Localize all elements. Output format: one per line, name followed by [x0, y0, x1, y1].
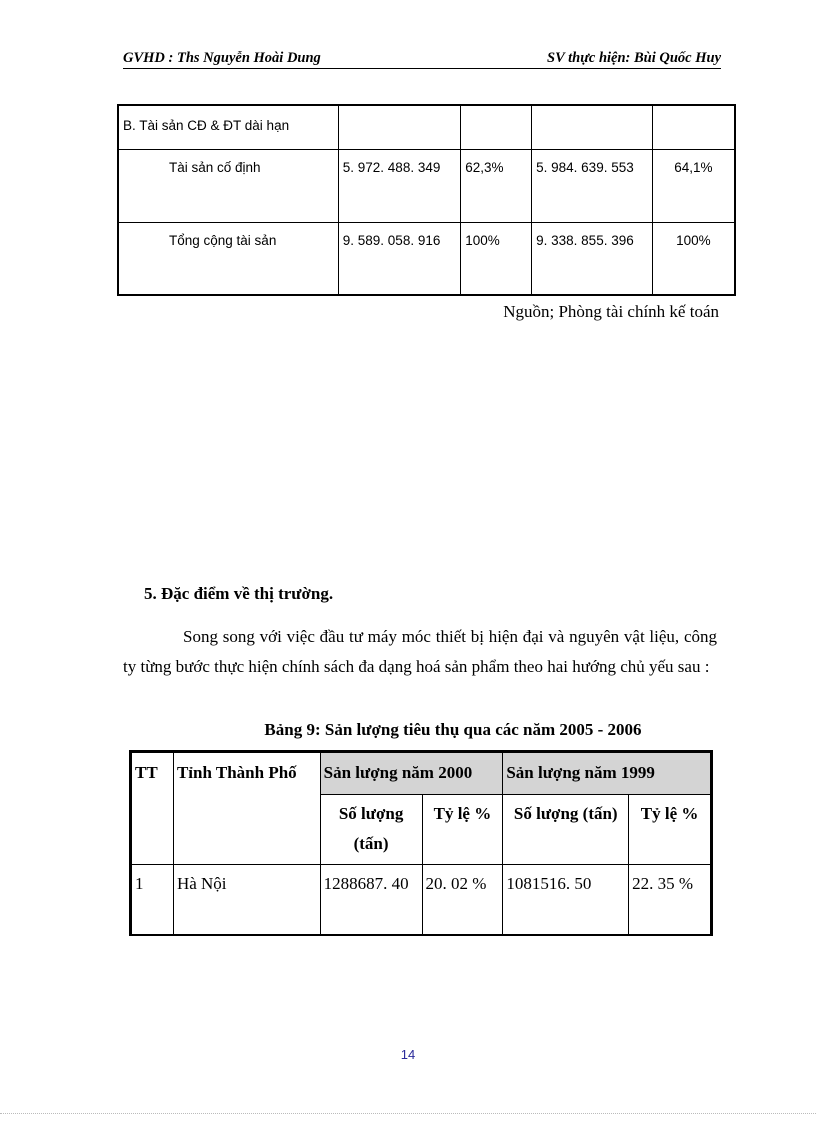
sales-table-frame	[129, 750, 713, 936]
row-label: Tài sản cố định	[118, 149, 338, 222]
cell-pct-2000: 20. 02 %	[422, 865, 503, 935]
table-row	[118, 222, 735, 295]
page-header	[123, 50, 721, 69]
header-student: SV thực hiện: Bùi Quốc Huy	[547, 50, 721, 66]
row-label: B. Tài sản CĐ & ĐT dài hạn	[118, 105, 338, 149]
value-2005	[338, 105, 461, 149]
table-row	[118, 105, 735, 149]
table-row	[132, 865, 711, 935]
pct-2006: 64,1%	[652, 149, 735, 222]
cell-qty-2000: 1288687. 40	[320, 865, 422, 935]
table-caption	[0, 720, 816, 740]
value-2006	[532, 105, 653, 149]
table-header-row	[132, 753, 711, 795]
pct-2005: 62,3%	[461, 149, 532, 222]
pct-2006: 100%	[652, 222, 735, 295]
page-bottom-rule	[0, 1113, 816, 1114]
header-year-2000: Sản lượng năm 2000	[320, 753, 503, 795]
header-qty-2000: Số lượng (tấn)	[320, 795, 422, 865]
header-tt: TT	[132, 753, 174, 865]
asset-table	[117, 104, 736, 296]
header-year-1999: Sản lượng năm 1999	[503, 753, 711, 795]
sales-table	[131, 752, 711, 935]
value-2005: 5. 972. 488. 349	[338, 149, 461, 222]
cell-pct-1999: 22. 35 %	[629, 865, 711, 935]
page-number: 14	[400, 1047, 416, 1062]
table-source-note: Nguồn; Phòng tài chính kế toán	[503, 302, 719, 321]
header-pct-1999: Tỷ lệ %	[629, 795, 711, 865]
caption-text: Bảng 9: Sản lượng tiêu thụ qua các năm 2005 - 2006	[264, 720, 642, 739]
pct-2006	[652, 105, 735, 149]
row-label: Tổng cộng tài sản	[118, 222, 338, 295]
cell-province: Hà Nội	[173, 865, 320, 935]
section-heading: 5. Đặc điểm về thị trường.	[144, 584, 334, 603]
table-row	[118, 149, 735, 222]
value-2006: 5. 984. 639. 553	[532, 149, 653, 222]
pct-2005	[461, 105, 532, 149]
header-province: Tỉnh Thành Phố	[173, 753, 320, 865]
value-2006: 9. 338. 855. 396	[532, 222, 653, 295]
cell-qty-1999: 1081516. 50	[503, 865, 629, 935]
header-pct-2000: Tỷ lệ %	[422, 795, 503, 865]
pct-2005: 100%	[461, 222, 532, 295]
value-2005: 9. 589. 058. 916	[338, 222, 461, 295]
body-paragraph: Song song với việc đầu tư máy móc thiết bị hiện đại và nguyên vật liệu, công ty từng bước thực hiện chính sách đa dạng hoá sản phẩm theo hai hướng chủ yếu sau :	[123, 627, 717, 676]
header-supervisor: GVHD : Ths Nguyễn Hoài Dung	[123, 50, 321, 66]
cell-tt: 1	[132, 865, 174, 935]
header-qty-1999: Số lượng (tấn)	[503, 795, 629, 865]
